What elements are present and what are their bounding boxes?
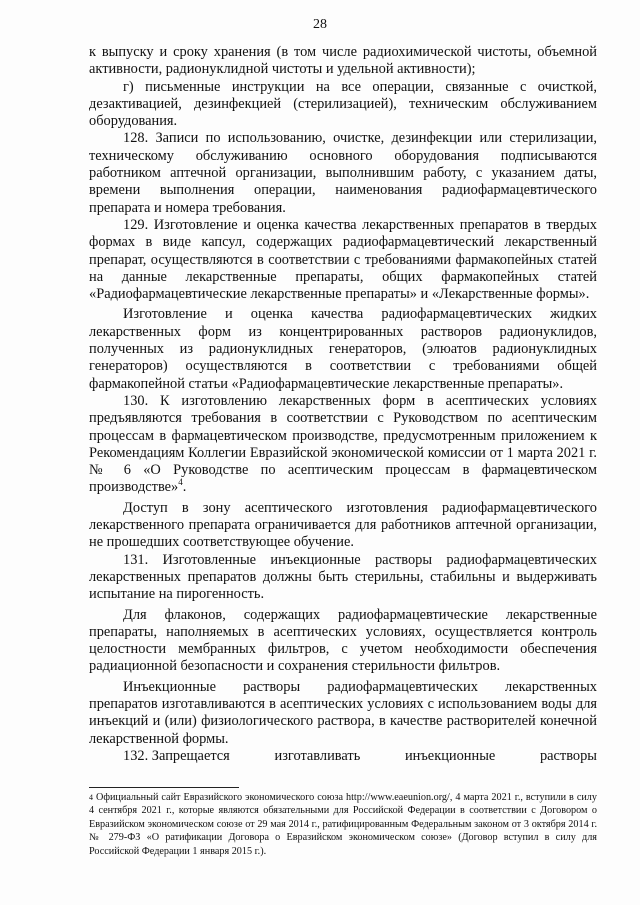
paragraph-130-access: Доступ в зону асептического изготовления радиофармацевтического лекарственного препарата ограничивается для работников аптечной организации, не прошедших соответствующее обучение.	[89, 499, 597, 551]
paragraph-131-injections: Инъекционные растворы радиофармацевтических лекарственных препаратов изготавливаются в асептических условиях с использованием воды для инъекций и (или) физиологического раствора, в качестве растворителей конечной лекарственной формы.	[89, 678, 597, 747]
paragraph-129-liquid-forms: Изготовление и оценка качества радиофармацевтических жидких лекарственных форм из концентрированных растворов радионуклидов, полученных из радионуклидных генераторов, (элюатов радионуклидных генераторов) осуществляются в соответствии с требованиями общей фармакопейной статьи «Радиофармацевтические лекарственные препараты».	[89, 306, 597, 392]
page-number: 28	[313, 17, 327, 32]
footnote-text: Официальный сайт Евразийского экономического союза http://www.eaeunion.org/, 4 марта 2021 г., вступили в силу 4 сентября 2021 г., которые являются обязательными для Российской Федерации в соответствии с Договором о Евразийском экономическом союзе от 29 мая 2014 г., ратифицированным Федеральным законом от 3 октября 2014 г. № 279-ФЗ «О ратификации Договора о Евразийском экономическом союзе» (Договор вступил в силу для Российской Федерации 1 января 2015 г.).	[89, 792, 597, 857]
paragraph-item-g: г) письменные инструкции на все операции, связанные с очисткой, дезактивацией, дезинфекцией (стерилизацией), техническим обслуживанием оборудования.	[89, 78, 597, 130]
paragraph-131: 131. Изготовленные инъекционные растворы радиофармацевтических лекарственных препаратов должны быть стерильны, стабильны и выдерживать испытание на пирогенность.	[89, 551, 597, 603]
paragraph-132-word: инъекционные	[404, 747, 496, 764]
paragraph-130-end: .	[182, 479, 187, 496]
paragraph-132-word: изготавливать	[274, 747, 361, 764]
paragraph-131-vials: Для флаконов, содержащих радиофармацевтические лекарственные препараты, наполняемых в асептических условиях, осуществляется контроль целостности мембранных фильтров, с учетом необходимости обеспечения радиационной безопасности и сохранения стерильности фильтров.	[89, 606, 597, 675]
footnote-reference: 4	[178, 477, 183, 488]
paragraph-132-start	[89, 748, 597, 765]
paragraph-132-word: 132. Запрещается	[123, 747, 230, 764]
footnote-divider	[89, 787, 239, 788]
paragraph-continuation: к выпуску и сроку хранения (в том числе радиохимической чистоты, объемной активности, радионуклидной чистоты и удельной активности);	[89, 44, 597, 78]
paragraph-132-word: растворы	[539, 747, 597, 764]
footnote-mark: 4	[89, 793, 93, 802]
paragraph-130	[89, 393, 597, 497]
footnote	[89, 791, 597, 858]
paragraph-129: 129. Изготовление и оценка качества лекарственных препаратов в твердых формах в виде капсул, содержащих радиофармацевтический лекарственный препарат, осуществляются в соответствии с требованиями фармакопейных статей на данные лекарственные препараты, общих фармакопейных статей «Радиофармацевтические лекарственные препараты» и «Лекарственные формы».	[89, 216, 597, 303]
paragraph-130-text: 130. К изготовлению лекарственных форм в асептических условиях предъявляются требования в соответствии с Руководством по асептическим процессам в фармацевтическом производстве, предусмотренным приложением к Рекомендациям Коллегии Евразийской экономической комиссии от 1 марта 2021 г. № 6 «О Руководстве по асептическим процессам в фармацевтическом производстве»	[89, 392, 597, 496]
paragraph-128: 128. Записи по использованию, очистке, дезинфекции или стерилизации, техническому обслуживанию основного оборудования подписываются работником аптечной организации, выполнившим работу, с указанием даты, времени выполнения операции, наименования радиофармацевтического препарата и номера требования.	[89, 130, 597, 216]
body-text	[89, 44, 597, 765]
